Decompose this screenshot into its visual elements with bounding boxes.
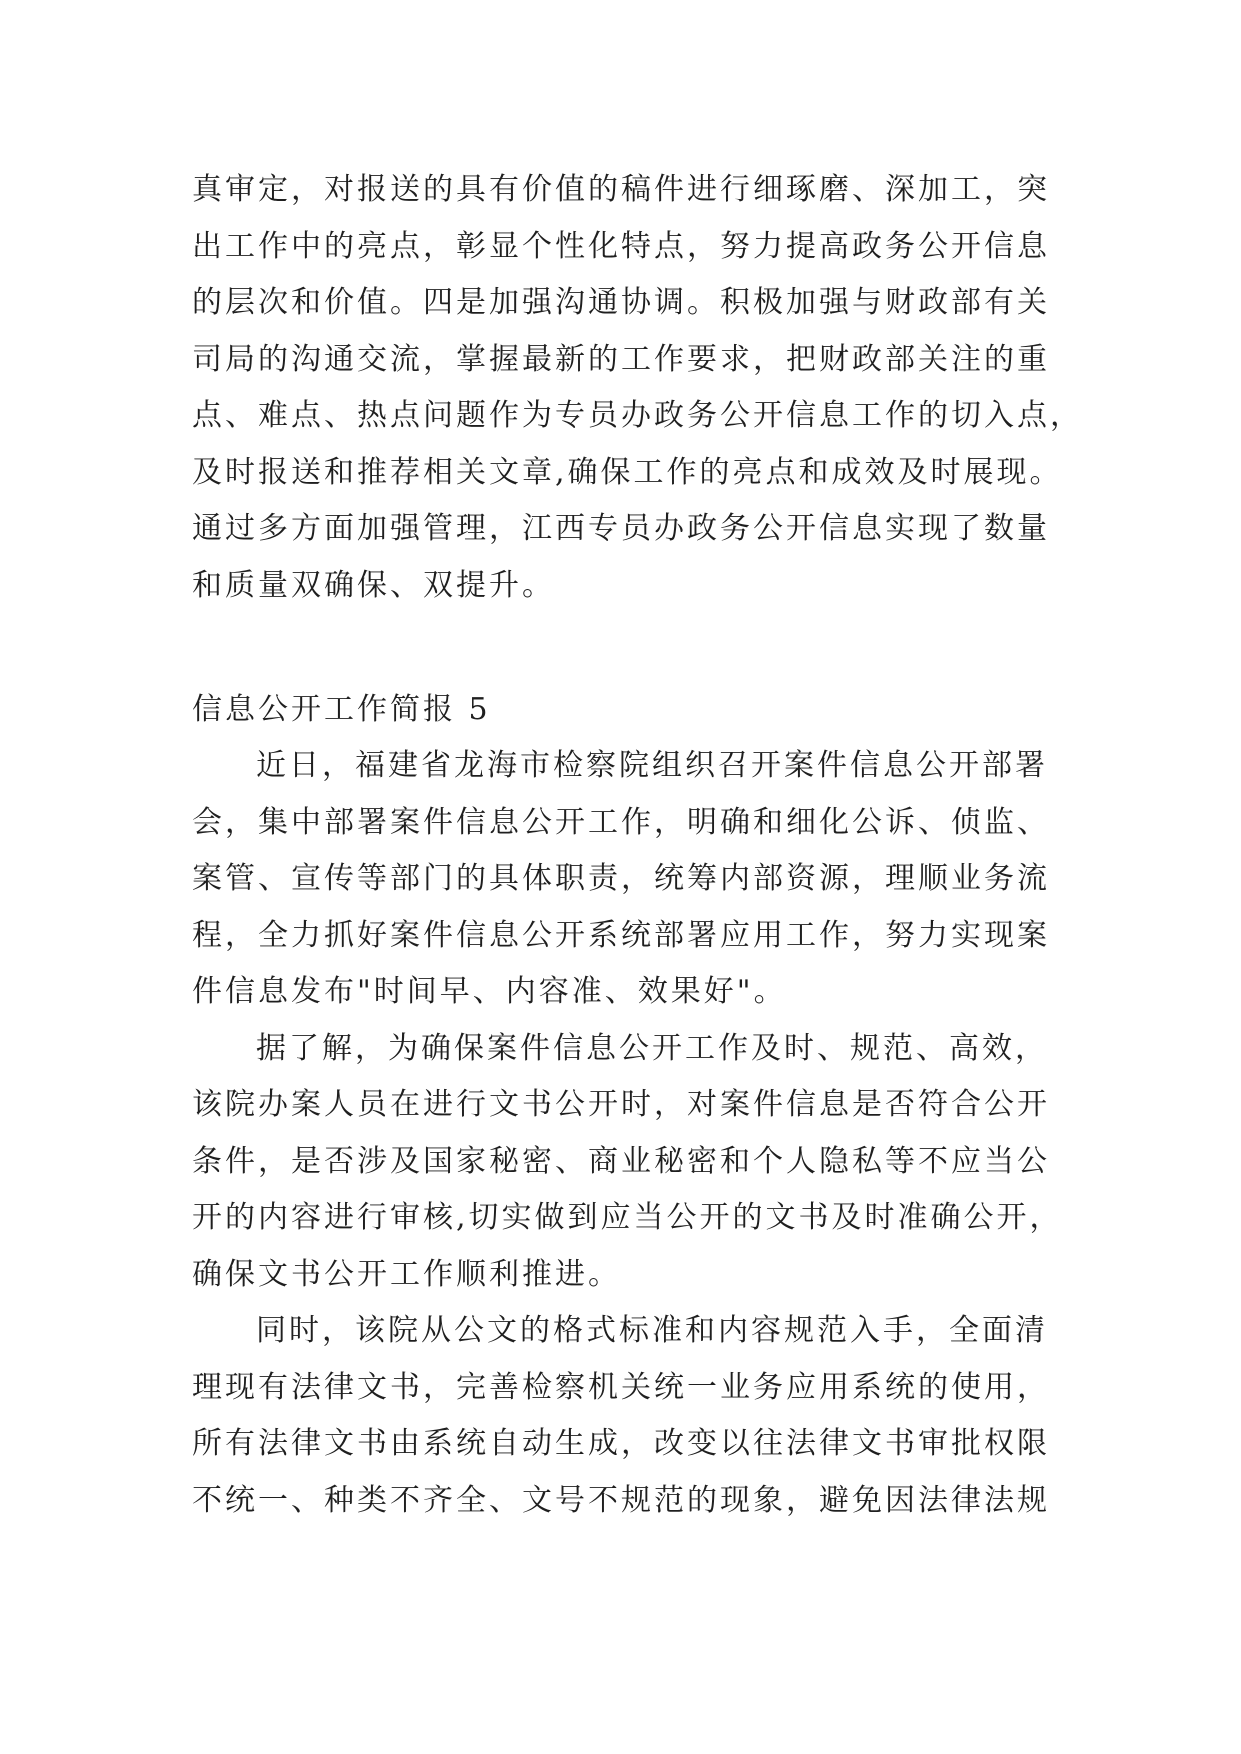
top-paragraph (192, 162, 1083, 614)
paragraph-line: 据了解，为确保案件信息公开工作及时、规范、高效， (256, 1030, 1048, 1066)
body-paragraph-3 (192, 1303, 1052, 1529)
paragraph-line: 该院办案人员在进行文书公开时，对案件信息是否符合公开 (192, 1087, 1050, 1122)
paragraph-line: 出工作中的亮点，彰显个性化特点，努力提高政务公开信息 (192, 228, 1050, 264)
paragraph-line: 理现有法律文书，完善检察机关统一业务应用系统的使用， (192, 1369, 1050, 1405)
paragraph-line: 会，集中部署案件信息公开工作，明确和细化公诉、侦监、 (192, 804, 1050, 840)
paragraph-line: 不统一、种类不齐全、文号不规范的现象，避免因法律法规 (192, 1482, 1050, 1518)
paragraph-line: 所有法律文书由系统自动生成，改变以往法律文书审批权限 (192, 1426, 1050, 1461)
paragraph-line: 通过多方面加强管理，江西专员办政务公开信息实现了数量 (192, 511, 1050, 546)
paragraph-line: 案管、宣传等部门的具体职责，统筹内部资源，理顺业务流 (192, 861, 1050, 896)
paragraph-line: 点、难点、热点问题作为专员办政务公开信息工作的切入点， (192, 398, 1083, 433)
paragraph-line: 真审定，对报送的具有价值的稿件进行细琢磨、深加工，突 (192, 172, 1050, 207)
paragraph-line: 及时报送和推荐相关文章,确保工作的亮点和成效及时展现。 (192, 454, 1063, 490)
paragraph-line: 近日，福建省龙海市检察院组织召开案件信息公开部署 (256, 748, 1048, 783)
body-paragraph-1 (192, 738, 1052, 1021)
paragraph-line: 程，全力抓好案件信息公开系统部署应用工作，努力实现案 (192, 917, 1050, 953)
section-body (192, 738, 1063, 1529)
paragraph-line: 的层次和价值。四是加强沟通协调。积极加强与财政部有关 (192, 285, 1050, 320)
paragraph-line: 司局的沟通交流，掌握最新的工作要求，把财政部关注的重 (192, 341, 1050, 377)
paragraph-line: 件信息发布"时间早、内容准、效果好"。 (192, 974, 787, 1009)
paragraph-line: 和质量双确保、双提升。 (192, 567, 555, 603)
paragraph-line: 同时，该院从公文的格式标准和内容规范入手，全面清 (256, 1313, 1048, 1348)
paragraph-line: 确保文书公开工作顺利推进。 (192, 1256, 621, 1292)
body-paragraph-2 (192, 1021, 1063, 1304)
paragraph-line: 开的内容进行审核,切实做到应当公开的文书及时准确公开， (192, 1200, 1063, 1235)
paragraph-line: 条件，是否涉及国家秘密、商业秘密和个人隐私等不应当公 (192, 1143, 1050, 1179)
section-heading: 信息公开工作简报 5 (192, 692, 491, 727)
